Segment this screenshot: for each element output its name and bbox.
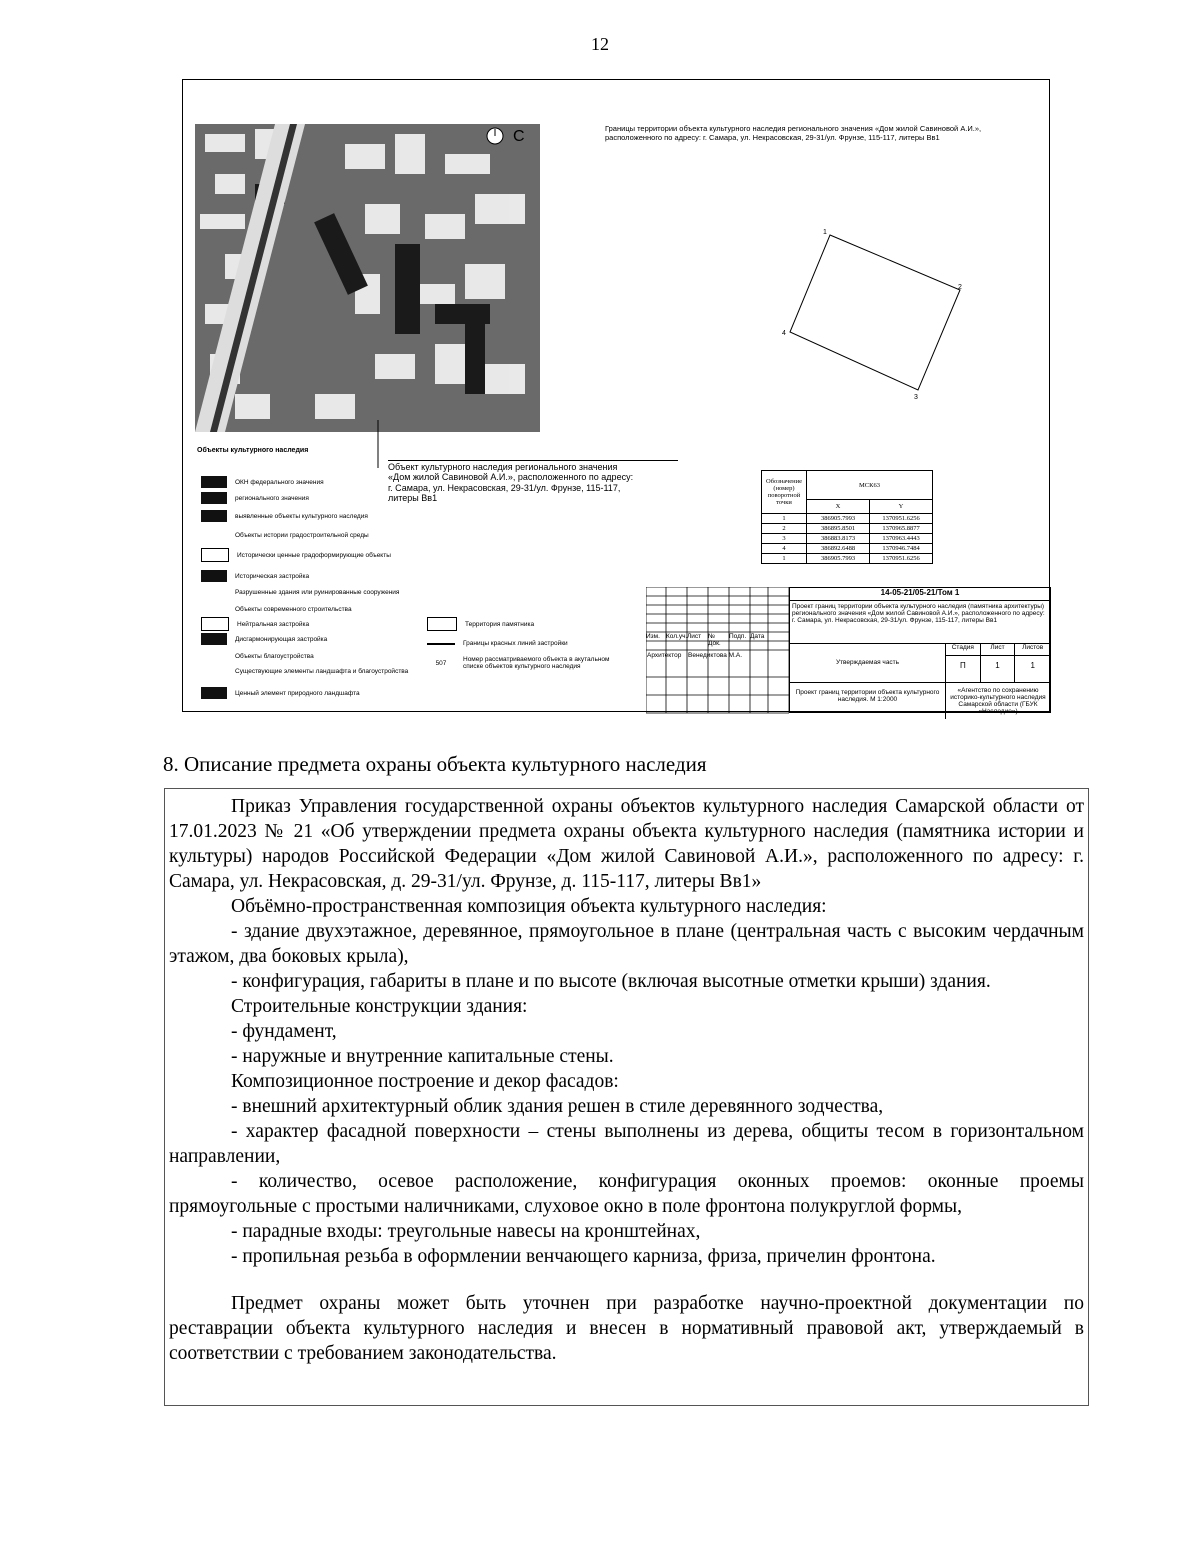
object-callout (388, 460, 678, 503)
stamp-role: Архитектор (647, 652, 682, 659)
stamp-grid (646, 587, 789, 714)
legend-swatch (201, 687, 227, 699)
legend-swatch (201, 633, 227, 645)
legend-item: Объекты истории градостроительной среды (201, 529, 369, 541)
list-item: - парадные входы: треугольные навесы на кронштейнах, (231, 1221, 701, 1242)
heading-facades: Композиционное построение и декор фасадов: (231, 1071, 619, 1092)
list-item: - наружные и внутренние капитальные стены. (231, 1046, 614, 1067)
table-row: 1 386905.7993 1370951.6256 (762, 514, 933, 524)
north-label: С (513, 128, 525, 145)
table-row: 2 386895.8501 1370965.8877 (762, 524, 933, 534)
legend-item: Исторически ценные градоформирующие объекты (201, 548, 391, 562)
legend-item: Объекты благоустройства (201, 650, 314, 662)
legend-swatch (201, 617, 229, 631)
legend-item: Нейтральная застройка (201, 617, 309, 631)
list-item: - количество, осевое расположение, конфигурация оконных проемов: оконные проемы прямоугольные с простыми наличниками, слуховое окно в поле фронтона полукруглой формы, (169, 1171, 1084, 1217)
legend-swatch (201, 586, 227, 598)
order-paragraph: Приказ Управления государственной охраны объектов культурного наследия Самарской области от 17.01.2023 № 21 «Об утверждении предмета охраны объекта культурного наследия (памятника истории и культуры) народов Российской Федерации «Дом жилой Савиновой А.И.», расположенного по адресу: г. Самара, ул. Некрасовская, д. 29-31/ул. Фрунзе, д. 115-117, литеры Вв1» (169, 796, 1084, 892)
stamp-person: Венедиктова М.А. (688, 652, 743, 659)
heading-constructions: Строительные конструкции здания: (231, 996, 528, 1017)
section-title: 8. Описание предмета охраны объекта культурного наследия (163, 752, 707, 776)
legend-swatch (201, 665, 227, 677)
stamp-cols: Изм. Кол.уч. Лист № Док. Подп. Дата (646, 633, 765, 648)
callout-line-1: Объект культурного наследия регионального значения (388, 462, 618, 472)
page-number: 12 (591, 34, 609, 54)
stamp-sheet-h: Лист (981, 644, 1016, 656)
list-item: - внешний архитектурный облик здания решен в стиле деревянного зодчества, (231, 1096, 884, 1117)
list-item: - конфигурация, габариты в плане и по высоте (включая высотные отметки крыши) здания. (231, 971, 991, 992)
stamp-sheet: 1 (981, 656, 1016, 682)
map-title: Границы территории объекта культурного наследия регионального значения «Дом жилой Савиновой А.И.», расположенного по адресу: г. Самара, ул. Некрасовская, 29-31/ул. Фрунзе, 115-117, литеры Вв1 (605, 124, 982, 143)
legend-swatch (201, 492, 227, 504)
callout-line-4: литеры Вв1 (388, 493, 438, 504)
stamp-sheets-h: Листов (1015, 644, 1050, 656)
list-item: - фундамент, (231, 1021, 337, 1042)
title-stamp (646, 587, 1051, 714)
stamp-project: Проект границ территории объекта культурного наследия (памятника архитектуры) регионального значения «Дом жилой Савиновой А.И.», расположенного по адресу: г. Самара, ул. Некрасовская, 29-31/ул. Фрунзе, 115-117, литеры Вв1 (790, 601, 1050, 644)
stamp-code: 14-05-21/05-21/Том 1 (790, 588, 1050, 601)
stamp-org: «Агентство по сохранению историко-культурного наследия Самарской области (ГБУК «Наследие») (950, 687, 1046, 716)
point-label-3: 3 (914, 394, 918, 401)
legend-swatch (427, 617, 457, 631)
stamp-stage: П (946, 656, 981, 682)
table-row: 3 386883.8173 1370963.4443 (762, 534, 933, 544)
legend-swatch (201, 548, 229, 562)
legend-swatch (201, 603, 227, 615)
legend-item: Разрушенные здания или руинированные сооружения (201, 586, 399, 598)
legend-right-item: 507 Номер рассматриваемого объекта в акутальном списке объектов культурного наследия (435, 656, 610, 670)
legend-item: регионального значения (201, 492, 309, 504)
legend-item: Объекты современного строительства (201, 603, 352, 615)
stamp-part: Утверждаемая часть (790, 644, 946, 682)
stamp-sheets: 1 (1030, 661, 1035, 670)
legend-swatch (427, 643, 455, 645)
callout-line (373, 420, 383, 470)
coordinates-table (761, 470, 933, 564)
coords-col1-header: Обозначение (номер) поворотной точки (762, 471, 807, 514)
legend-swatch (201, 570, 227, 582)
callout-line-3: г. Самара, ул. Некрасовская, 29-31/ул. Фрунзе, 115-117, (388, 482, 621, 493)
legend-item: Ценный элемент природного ландшафта (201, 687, 360, 699)
heading-composition: Объёмно-пространственная композиция объекта культурного наследия: (231, 896, 827, 917)
legend-right-item: Границы красных линий застройки (427, 640, 568, 647)
stamp-right (789, 587, 1051, 716)
final-paragraph: Предмет охраны может быть уточнен при разработке научно-проектной документации по реставрации объекта культурного наследия и внесен в нормативный правовой акт, утверждаемый в соответствии с требованием законодательства. (169, 1293, 1084, 1364)
coords-x-header: X (807, 500, 870, 514)
legend-item: Историческая застройка (201, 570, 309, 582)
point-label-4: 4 (782, 330, 786, 337)
legend-swatch (201, 510, 227, 522)
aerial-map-image (195, 124, 540, 432)
legend-item: ОКН федерального значения (201, 476, 324, 488)
list-item: - здание двухэтажное, деревянное, прямоугольное в плане (центральная часть с высоким чердачным этажом, два боковых крыла), (169, 921, 1084, 967)
coords-system: МСК63 (807, 471, 933, 500)
point-label-1: 1 (823, 229, 827, 236)
callout-line-2: «Дом жилой Савиновой А.И.», расположенного по адресу: (388, 472, 634, 483)
table-row: 4 386892.6488 1370946.7484 (762, 544, 933, 554)
list-item: - характер фасадной поверхности – стены выполнены из дерева, общиты тесом в горизонтальном направлении, (169, 1121, 1084, 1167)
boundary-polygon (778, 225, 978, 405)
coords-y-header: Y (870, 500, 933, 514)
legend-right-item: Территория памятника (427, 617, 534, 631)
legend-item: Существующие элементы ландшафта и благоустройства (201, 665, 408, 677)
legend-heading: Объекты культурного наследия (197, 447, 309, 454)
list-item: - пропильная резьба в оформлении венчающего карниза, фриза, причелин фронтона. (231, 1246, 936, 1267)
legend-swatch (201, 476, 227, 488)
legend-swatch (201, 529, 227, 541)
protection-subject-box (164, 788, 1089, 1406)
map-drawing (182, 79, 1050, 716)
legend-swatch (201, 650, 227, 662)
legend-item: Дисгармонирующая застройка (201, 633, 327, 645)
stamp-drawing: Проект границ территории объекта культурного наследия. М 1:2000 (790, 683, 946, 719)
stamp-stage-h: Стадия (946, 644, 981, 656)
legend-item: выявленные объекты культурного наследия (201, 510, 368, 522)
table-row: 1 386905.7993 1370951.6256 (762, 554, 933, 564)
point-label-2: 2 (958, 284, 962, 291)
